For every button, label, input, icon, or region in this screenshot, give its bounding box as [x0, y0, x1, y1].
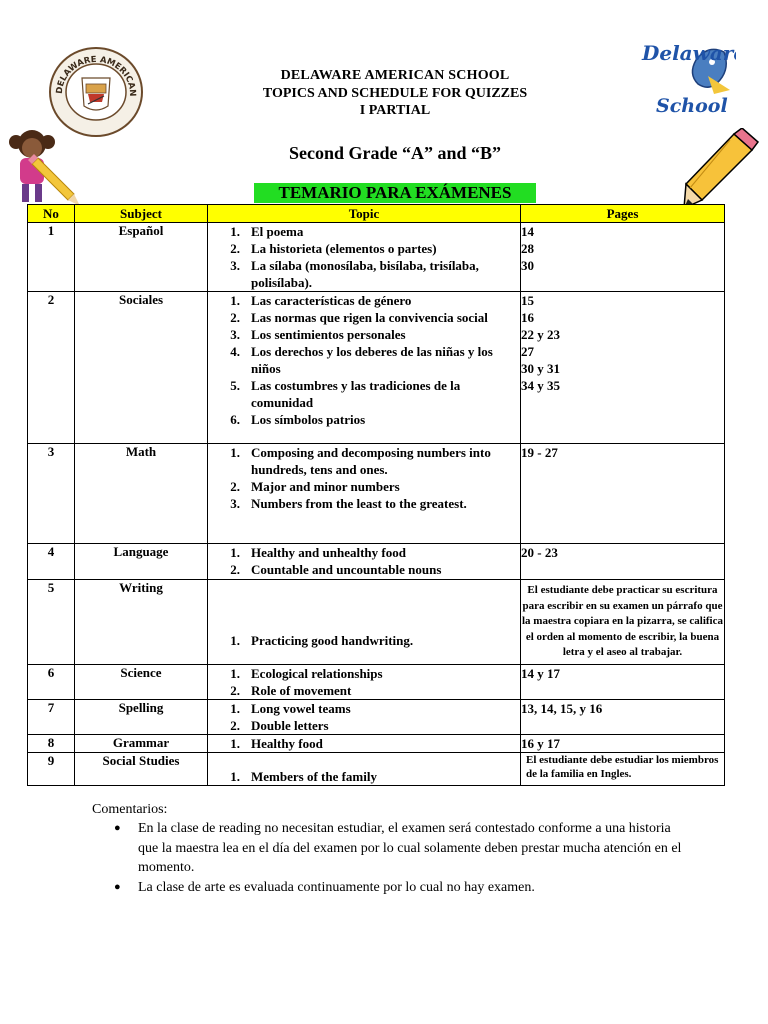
row-number: 4 [28, 544, 75, 580]
row-number: 1 [28, 223, 75, 292]
row-number: 2 [28, 292, 75, 444]
column-header-no: No [28, 205, 75, 223]
table-row [28, 544, 725, 580]
row-pages: 14 28 30 [521, 223, 725, 292]
row-pages: 15 16 22 y 23 27 30 y 31 34 y 35 [521, 292, 725, 444]
delaware-school-mascot-logo [638, 34, 736, 118]
row-topics [208, 444, 521, 544]
row-subject: Writing [75, 580, 208, 665]
row-pages: 16 y 17 [521, 735, 725, 753]
writing-note: El estudiante debe practicar su escritura para escribir en su examen un párrafo que la maestra copiara en la pizarra, se califica el orden al momento de escribir, la buena letra y el aseo al trabajar. [521, 580, 725, 665]
topic-item: 3. La sílaba (monosílaba, bisílaba, trisílaba, polisílaba). [230, 258, 479, 290]
row-pages: 13, 14, 15, y 16 [521, 700, 725, 735]
row-subject: Social Studies [75, 753, 208, 786]
topic-item: 1. Composing and decomposing numbers into hundreds, tens and ones. [230, 445, 491, 477]
school-name-heading: DELAWARE AMERICAN SCHOOL [280, 68, 510, 83]
logo-text-school: School [656, 95, 728, 117]
pencil-clipart [680, 128, 760, 212]
topic-item: 1. Healthy food [230, 736, 323, 751]
topic-item: 2. Countable and uncountable nouns [230, 562, 442, 577]
table-row [28, 753, 725, 786]
girl-with-pencil-clipart [2, 124, 82, 208]
comments-title: Comentarios: [92, 802, 168, 817]
topic-item: 2. Major and minor numbers [230, 479, 400, 494]
comment-item: ● La clase de arte es evaluada continuamente por lo cual no hay examen. [92, 878, 692, 898]
table-row [28, 700, 725, 735]
row-subject: Spelling [75, 700, 208, 735]
row-subject: Math [75, 444, 208, 544]
topic-item: 1. Practicing good handwriting. [230, 633, 414, 648]
topics-schedule-table [27, 204, 725, 786]
row-subject: Español [75, 223, 208, 292]
comments-section [92, 800, 692, 897]
logo-text-delaware: Delaware [642, 41, 736, 65]
table-row [28, 735, 725, 753]
row-topics [208, 544, 521, 580]
row-number: 7 [28, 700, 75, 735]
bullet-icon: ● [114, 822, 121, 834]
topic-item: 1. Las características de género [230, 293, 412, 308]
row-subject: Science [75, 665, 208, 700]
partial-label: I PARTIAL [359, 103, 431, 118]
row-subject: Grammar [75, 735, 208, 753]
topic-item: 1. Healthy and unhealthy food [230, 545, 406, 560]
row-topics [208, 753, 521, 786]
topic-item: 1. Long vowel teams [230, 701, 351, 716]
table-row [28, 665, 725, 700]
seal-ring-text: DELAWARE AMERICAN [54, 54, 138, 97]
topic-item: 2. Double letters [230, 718, 329, 733]
row-number: 8 [28, 735, 75, 753]
column-header-subject: Subject [75, 205, 208, 223]
row-pages: 14 y 17 [521, 665, 725, 700]
document-subtitle: TOPICS AND SCHEDULE FOR QUIZZES [262, 86, 528, 101]
row-pages: 19 - 27 [521, 444, 725, 544]
row-number: 6 [28, 665, 75, 700]
row-topics [208, 735, 521, 753]
topic-item: 1. Members of the family [230, 769, 377, 784]
topic-item: 3. Los sentimientos personales [230, 327, 406, 342]
topic-item: 2. La historieta (elementos o partes) [230, 241, 437, 256]
table-header-row [28, 205, 725, 223]
row-topics [208, 580, 521, 665]
comment-item: ● En la clase de reading no necesitan estudiar, el examen será contestado conforme a una historia que la maestra lea en el día del examen por lo cual solamente deben prestar mucha atención en el momento. [92, 819, 692, 878]
topic-item: 1. Ecological relationships [230, 666, 383, 681]
row-number: 9 [28, 753, 75, 786]
topic-item: 4. Los derechos y los deberes de las niñas y los niños [230, 344, 493, 376]
row-number: 5 [28, 580, 75, 665]
row-topics [208, 700, 521, 735]
row-subject: Sociales [75, 292, 208, 444]
row-topics [208, 292, 521, 444]
row-pages: 20 - 23 [521, 544, 725, 580]
topic-item: 3. Numbers from the least to the greatest. [230, 496, 467, 511]
social-studies-note: El estudiante debe estudiar los miembros de la familia en Ingles. [521, 753, 725, 786]
topic-item: 1. El poema [230, 224, 304, 239]
column-header-topic: Topic [208, 205, 521, 223]
topic-item: 2. Las normas que rigen la convivencia social [230, 310, 488, 325]
grade-title: Second Grade “A” and “B” [288, 143, 502, 163]
row-topics [208, 665, 521, 700]
table-row [28, 444, 725, 544]
table-row [28, 223, 725, 292]
column-header-pages: Pages [521, 205, 725, 223]
row-subject: Language [75, 544, 208, 580]
topic-item: 6. Los símbolos patrios [230, 412, 366, 427]
topic-item: 5. Las costumbres y las tradiciones de la comunidad [230, 378, 461, 410]
table-row [28, 580, 725, 665]
row-topics [208, 223, 521, 292]
table-row [28, 292, 725, 444]
row-number: 3 [28, 444, 75, 544]
bullet-icon: ● [114, 880, 121, 893]
temario-banner: TEMARIO PARA EXÁMENES [254, 183, 536, 203]
topic-item: 2. Role of movement [230, 683, 352, 698]
